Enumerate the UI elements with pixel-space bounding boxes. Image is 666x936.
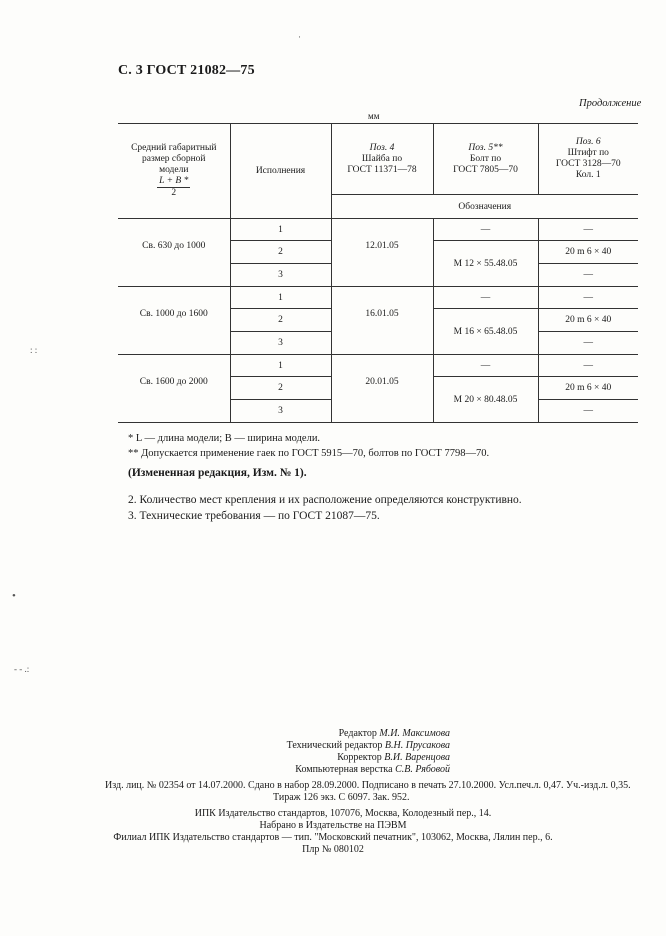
variant-cell: 3: [230, 332, 331, 355]
pos5-cell: —: [433, 355, 538, 377]
publisher-line: ИПК Издательство стандартов, 107076, Москва, Колодезный пер., 14.: [194, 808, 492, 819]
header-size: Средний габаритный размер сборной модели $\frac{L + B *}{2}$: [118, 124, 230, 219]
variant-cell: 1: [230, 355, 331, 377]
units-label: мм: [368, 111, 380, 121]
pos6-cell: 20 m 6 × 40: [538, 241, 638, 264]
variant-cell: 2: [230, 377, 331, 400]
pos6-cell: —: [538, 287, 638, 309]
credit-layout: Компьютерная верстка С.В. Рябовой: [295, 764, 450, 775]
size-cell: Св. 1000 до 1600: [118, 287, 230, 355]
size-cell: Св. 630 до 1000: [118, 219, 230, 287]
page-header: С. 3 ГОСТ 21082—75: [118, 63, 255, 78]
pos6-cell: —: [538, 219, 638, 241]
header-designations: Обозначения: [331, 195, 638, 219]
pos5-cell: М 12 × 55.48.05: [433, 241, 538, 287]
pos5-cell: М 16 × 65.48.05: [433, 309, 538, 355]
footnote-2: ** Допускается применение гаек по ГОСТ 5915—70, болтов по ГОСТ 7798—70.: [128, 448, 490, 459]
header-variants: Исполнения: [230, 124, 331, 219]
branch-line: Филиал ИПК Издательство стандартов — тип. "Московский печатник", 103062, Москва, Лялин пер., 6.: [113, 832, 553, 843]
pos6-cell: —: [538, 332, 638, 355]
footnote-1: * L — длина модели; B — ширина модели.: [128, 433, 321, 444]
scan-speck: : :: [30, 345, 38, 355]
credit-corrector: Корректор В.И. Варенцова: [337, 752, 450, 763]
scan-speck: - - .:: [14, 664, 30, 674]
variant-cell: 3: [230, 264, 331, 287]
variant-cell: 1: [230, 219, 331, 241]
variant-cell: 2: [230, 309, 331, 332]
revision-note: (Измененная редакция, Изм. № 1).: [128, 467, 307, 479]
pos5-cell: М 20 × 80.48.05: [433, 377, 538, 423]
pos6-cell: —: [538, 355, 638, 377]
pos6-cell: 20 m 6 × 40: [538, 377, 638, 400]
typeset-line: Набрано в Издательстве на ПЭВМ: [259, 820, 407, 831]
specification-table: [118, 123, 638, 423]
pos5-cell: —: [433, 219, 538, 241]
imprint-line-2: Тираж 126 экз. С 6097. Зак. 952.: [273, 792, 410, 803]
credit-tech-editor: Технический редактор В.Н. Прусакова: [286, 740, 450, 751]
variant-cell: 1: [230, 287, 331, 309]
pos5-cell: —: [433, 287, 538, 309]
imprint-line-1: Изд. лиц. № 02354 от 14.07.2000. Сдано в набор 28.09.2000. Подписано в печать 27.10.2000. Усл.печ.л. 0,47. Уч.-изд.л. 0,35.: [105, 780, 631, 791]
pos6-cell: —: [538, 264, 638, 287]
size-cell: Св. 1600 до 2000: [118, 355, 230, 423]
pos4-cell: 16.01.05: [331, 287, 433, 355]
variant-cell: 3: [230, 400, 331, 423]
pos6-cell: 20 m 6 × 40: [538, 309, 638, 332]
clause-3: 3. Технические требования — по ГОСТ 21087—75.: [128, 510, 380, 522]
header-pos6: Поз. 6 Штифт по ГОСТ 3128—70 Кол. 1: [538, 124, 638, 195]
pos4-cell: 12.01.05: [331, 219, 433, 287]
clause-2: 2. Количество мест крепления и их расположение определяются конструктивно.: [128, 494, 522, 506]
variant-cell: 2: [230, 241, 331, 264]
pos4-cell: 20.01.05: [331, 355, 433, 423]
credit-editor: Редактор М.И. Максимова: [338, 728, 450, 739]
scan-speck: ·: [298, 32, 301, 42]
continuation-label: Продолжение: [579, 98, 642, 109]
pos6-cell: —: [538, 400, 638, 423]
header-pos5: Поз. 5** Болт по ГОСТ 7805—70: [433, 124, 538, 195]
header-pos4: Поз. 4 Шайба по ГОСТ 11371—78: [331, 124, 433, 195]
plr-line: Плр № 080102: [302, 844, 364, 855]
scan-speck: •: [12, 590, 16, 602]
